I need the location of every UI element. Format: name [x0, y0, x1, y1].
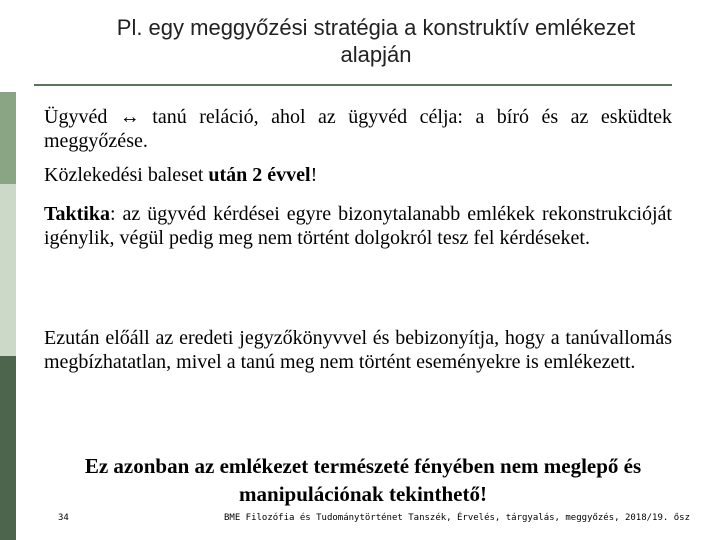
slide-title: Pl. egy meggyőzési stratégia a konstruktív emlékezet alapján [116, 15, 636, 67]
conclusion-text: Ez azonban az emlékezet természeté fényében nem meglepő és manipulációnak tekinthető! [84, 454, 642, 506]
left-bar-segment-light [0, 184, 16, 356]
title-divider [34, 84, 672, 86]
tactic-label: Taktika [44, 203, 110, 225]
footer-text: BME Filozófia és Tudománytörténet Tanszék, Érvelés, tárgyalás, meggyőzés, 2018/19. ősz [224, 513, 690, 523]
accident-text-after: ! [310, 164, 318, 186]
paragraph-record: Ezután előáll az eredeti jegyzőkönyvvel és bebizonyítja, hogy a tanúvallomás megbízhatatlan, mivel a tanú meg nem történt eseményekre is emlékezett. [44, 327, 672, 373]
left-bar-segment-dark [0, 356, 16, 540]
page-number: 34 [58, 513, 69, 523]
left-bar-segment-white [0, 0, 16, 92]
accident-text-bold: után 2 évvel [208, 164, 311, 186]
left-decorative-bar [0, 0, 16, 540]
tactic-text: : az ügyvéd kérdései egyre bizonytalanabb emlékek rekonstrukcióját igénylik, végül pedig meg nem történt dolgokról tesz fel kérdéseket. [44, 203, 672, 249]
paragraph-tactic [44, 202, 672, 250]
left-bar-segment-mid [0, 92, 16, 184]
paragraph-relation: Ügyvéd ↔ tanú reláció, ahol az ügyvéd célja: a bíró és az esküdtek meggyőzése. [44, 106, 672, 152]
paragraph-accident [44, 163, 672, 187]
accident-text-before: Közlekedési baleset [44, 164, 209, 186]
